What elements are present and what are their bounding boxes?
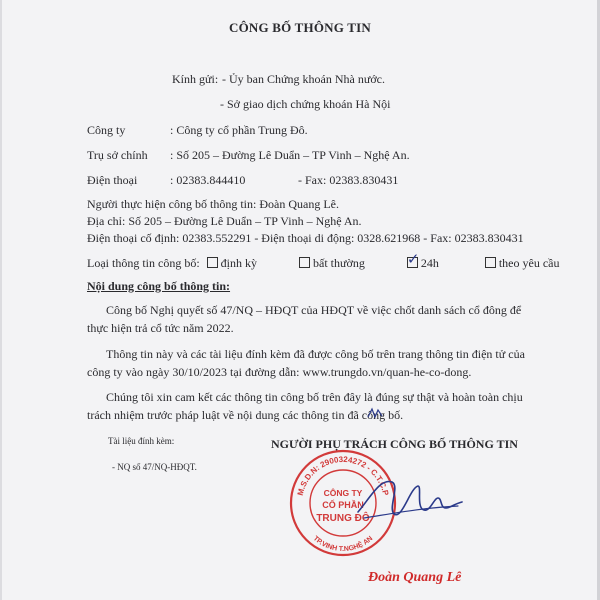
hq-value: : Số 205 – Đường Lê Duẩn – TP Vinh – Nghệ An. (170, 148, 410, 162)
checkbox-24h[interactable] (406, 250, 420, 268)
checkbox-on-request[interactable] (485, 257, 496, 268)
stamp-line-2: CỔ PHẦN (322, 500, 364, 510)
page-edge-left (0, 0, 2, 600)
paragraph-3-line-1: Chúng tôi xin cam kết các thông tin công bố trên đây là đúng sự thật và hoàn toàn chịu (106, 390, 523, 404)
stamp-line-3: TRUNG ĐÔ (316, 513, 370, 524)
stamp-bottom-text: TP.VINH T.NGHỆ AN (311, 535, 375, 554)
signature-scribble (350, 468, 470, 528)
discloser-line: Người thực hiện công bố thông tin: Đoàn Quang Lê. (87, 197, 339, 211)
address-line: Địa chỉ: Số 205 – Đường Lê Duẩn – TP Vinh – Nghệ An. (87, 214, 362, 228)
phone-label: Điện thoại (87, 173, 138, 187)
info-type-label: Loại thông tin công bố: (87, 256, 200, 270)
paragraph-2-line-1: Thông tin này và các tài liệu đính kèm đã được công bố trên trang thông tin điện tử của (106, 347, 525, 361)
option-periodic: định kỳ (220, 256, 257, 270)
option-24h: 24h (420, 256, 439, 270)
recipients-label: Kính gửi: (172, 72, 219, 86)
fax-value: - Fax: 02383.830431 (298, 173, 399, 187)
contact-line: Điện thoại cố định: 02383.552291 - Điện thoại di động: 0328.621968 - Fax: 02383.830431 (87, 231, 524, 245)
attachment-item: - NQ số 47/NQ-HĐQT. (112, 462, 197, 472)
checkbox-irregular[interactable] (299, 257, 310, 268)
stamp-ring-text: M.S.D.N: 2900324272 - C.T.C.P (295, 454, 391, 497)
company-label: Công ty (87, 123, 126, 137)
pen-mark (366, 405, 386, 421)
checkbox-periodic[interactable] (207, 257, 218, 268)
stamp-line-1: CÔNG TY (323, 488, 363, 498)
option-irregular: bất thường (313, 256, 365, 270)
recipient-2: - Sở giao dịch chứng khoán Hà Nội (220, 97, 391, 111)
content-heading: Nội dung công bố thông tin: (87, 279, 231, 293)
hq-label: Trụ sở chính (87, 148, 148, 162)
paragraph-1-line-1: Công bố Nghị quyết số 47/NQ – HĐQT của HĐQT về việc chốt danh sách cổ đông để (106, 303, 522, 317)
attachments-label: Tài liệu đính kèm: (108, 436, 175, 446)
checkmark-icon: ✓ (406, 250, 420, 268)
paragraph-1-line-2: thực hiện trả cổ tức năm 2022. (87, 321, 234, 335)
paragraph-2-line-2: công ty vào ngày 30/10/2023 tại đường dẫn: www.trungdo.vn/quan-he-co-dong. (87, 365, 472, 379)
document-title: CÔNG BỐ THÔNG TIN (229, 20, 371, 35)
signer-title: NGƯỜI PHỤ TRÁCH CÔNG BỐ THÔNG TIN (271, 437, 518, 451)
signer-name: Đoàn Quang Lê (368, 570, 462, 585)
phone-value: : 02383.844410 (170, 173, 246, 187)
info-type-row (87, 250, 560, 270)
company-value: : Công ty cổ phần Trung Đô. (170, 123, 308, 137)
paragraph-3-line-2: trách nhiệm trước pháp luật về nội dung các thông tin đã công bố. (87, 408, 404, 422)
recipient-1: - Ủy ban Chứng khoán Nhà nước. (222, 72, 385, 86)
option-on-request: theo yêu cầu (498, 256, 560, 270)
